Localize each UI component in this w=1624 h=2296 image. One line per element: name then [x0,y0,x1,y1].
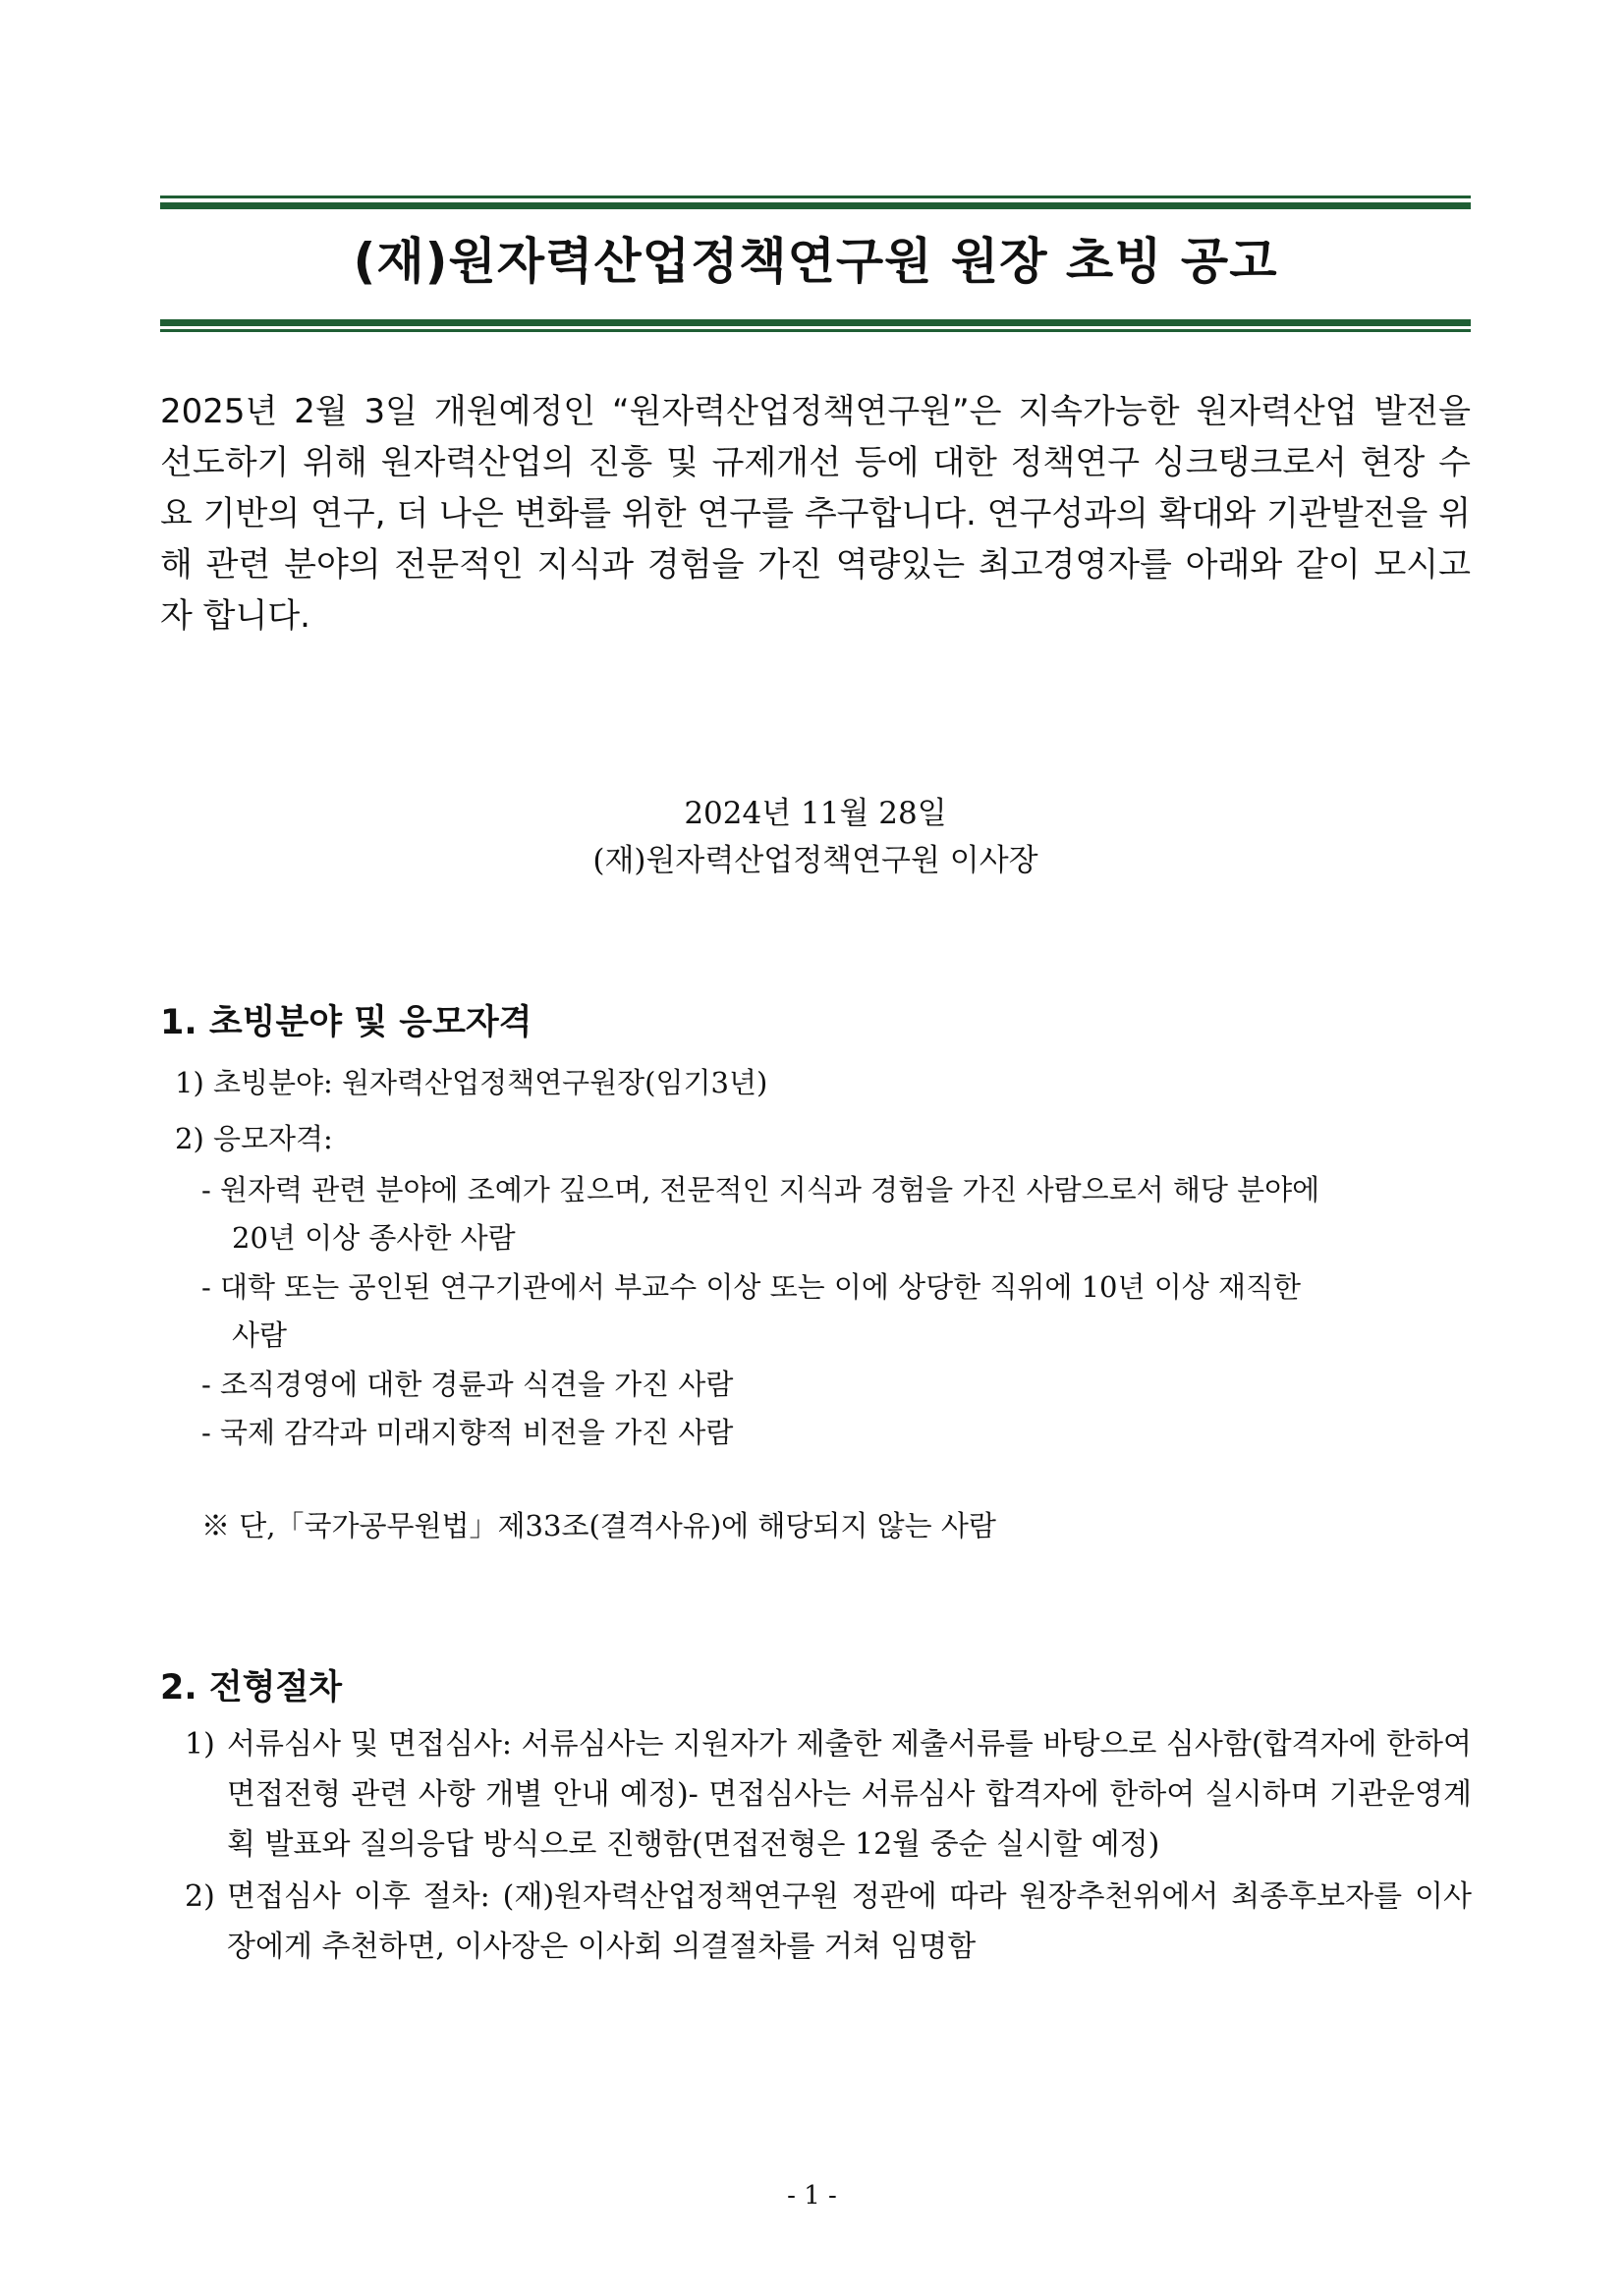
announcement-date: 2024년 11월 28일 [684,796,947,831]
title-top-rule-thin [160,196,1471,198]
qualification-item-3: - 조직경영에 대한 경륜과 식견을 가진 사람 [201,1368,734,1401]
issuer: (재)원자력산업정책연구원 이사장 [592,843,1038,878]
title-top-rule-thick [160,202,1471,209]
procedure-item-2-number: 2) [185,1879,215,1914]
qualification-item-4: - 국제 감각과 미래지향적 비전을 가진 사람 [201,1416,734,1449]
title-bottom-rule-thick [160,319,1471,326]
qualification-note: ※ 단,「국가공무원법」제33조(결격사유)에 해당되지 않는 사람 [201,1509,996,1542]
qualification-item-2-line-2: 사람 [232,1318,288,1352]
qualification-item-1-line-1: - 원자력 관련 분야에 조예가 깊으며, 전문적인 지식과 경험을 가진 사람으로서 해당 분야에 [201,1173,1320,1206]
page-number: - 1 - [787,2181,837,2211]
procedure-item-2 [185,1872,1472,1972]
procedure-item-1 [185,1719,1472,1870]
procedure-item-1-text: 서류심사 및 면접심사: 서류심사는 지원자가 제출한 제출서류를 바탕으로 심사함(합격자에 한하여 면접전형 관련 사항 개별 안내 예정)- 면접심사는 서류심사 합격자에 한하여 실시하며 기관운영계획 발표와 질의응답 방식으로 진행함(면접전형은 12월 중순 실시할 예정) [227,1727,1472,1862]
intro-paragraph: 2025년 2월 3일 개원예정인 “원자력산업정책연구원”은 지속가능한 원자력산업 발전을 선도하기 위해 원자력산업의 진흥 및 규제개선 등에 대한 정책연구 싱크탱크로서 현장 수요 기반의 연구, 더 나은 변화를 위한 연구를 추구합니다. 연구성과의 확대와 기관발전을 위해 관련 분야의 전문적인 지식과 경험을 가진 역량있는 최고경영자를 아래와 같이 모시고자 합니다. [160,392,1471,636]
qualification-item-1-line-2: 20년 이상 종사한 사람 [232,1221,516,1255]
section-2-heading: 2. 전형절차 [160,1668,343,1708]
qualification-label: 2) 응모자격: [175,1122,333,1155]
document-title: (재)원자력산업정책연구원 원장 초빙 공고 [353,233,1278,290]
procedure-list [185,1719,1472,1972]
title-bottom-rule-thin [160,329,1471,332]
field-line: 1) 초빙분야: 원자력산업정책연구원장(임기3년) [175,1066,768,1099]
qualification-item-2-line-1: - 대학 또는 공인된 연구기관에서 부교수 이상 또는 이에 상당한 직위에 10년 이상 재직한 [201,1270,1302,1304]
procedure-item-1-number: 1) [185,1727,215,1762]
section-1-heading: 1. 초빙분야 및 응모자격 [160,1003,532,1042]
procedure-item-2-text: 면접심사 이후 절차: (재)원자력산업정책연구원 정관에 따라 원장추천위에서 최종후보자를 이사장에게 추천하면, 이사장은 이사회 의결절차를 거쳐 임명함 [227,1879,1472,1964]
